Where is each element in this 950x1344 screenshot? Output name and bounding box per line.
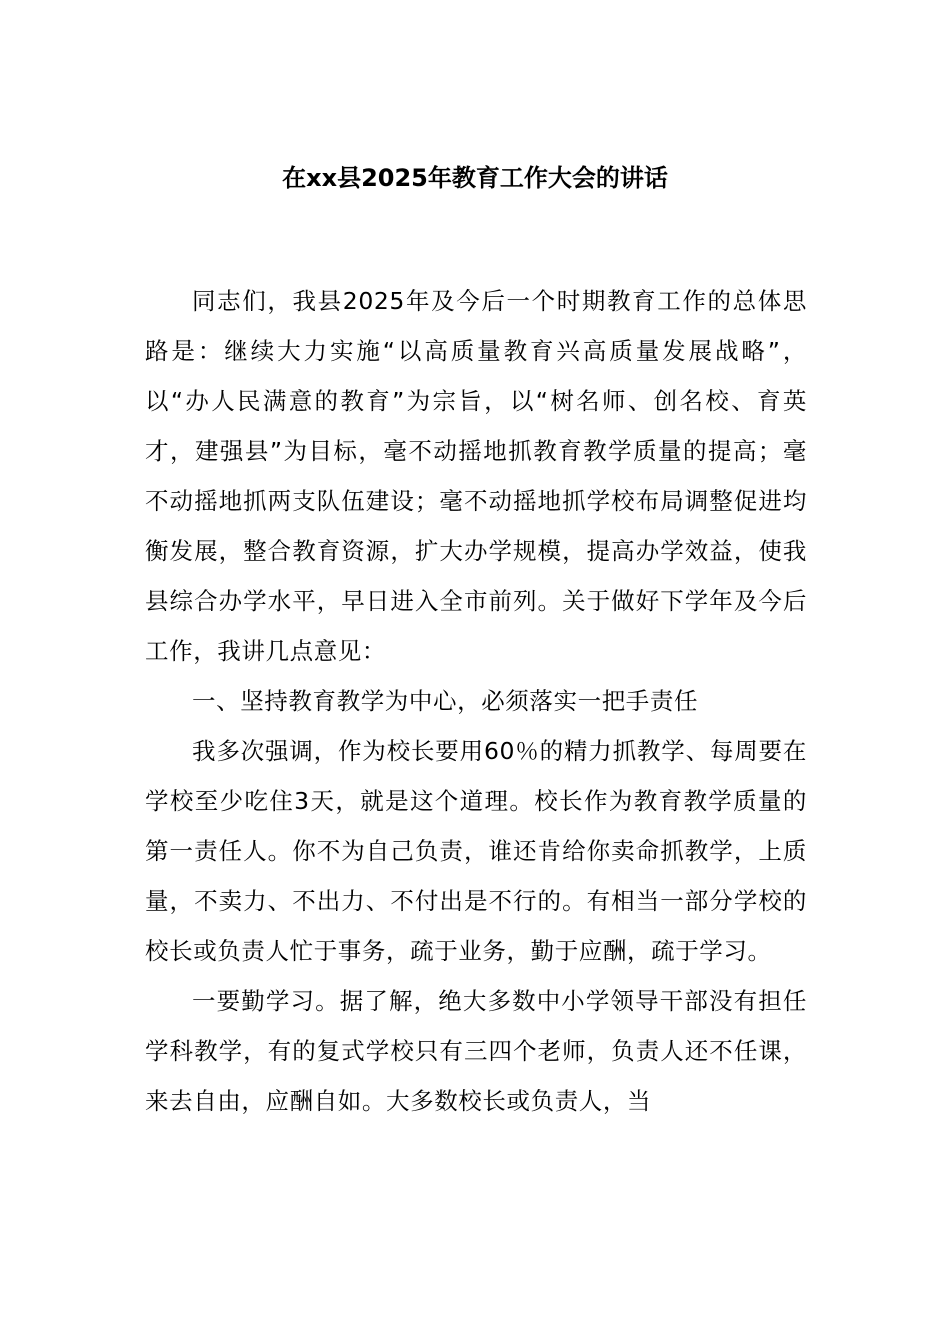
paragraph-principal-responsibility: 我多次强调，作为校长要用60％的精力抓教学、每周要在学校至少吃住3天，就是这个道理。校长作为教育教学质量的第一责任人。你不为自己负责，谁还肯给你卖命抓教学，上质量，不卖力、不出力、不付出是不行的。有相当一部分学校的校长或负责人忙于事务，疏于业务，勤于应酬，疏于学习。 (145, 737, 807, 965)
paragraph-intro: 同志们，我县2025年及今后一个时期教育工作的总体思路是：继续大力实施“以高质量教育兴高质量发展战略”，以“办人民满意的教育”为宗旨，以“树名师、创名校、育英才，建强县”为目标，毫不动摇地抓教育教学质量的提高；毫不动摇地抓两支队伍建设；毫不动摇地抓学校布局调整促进均衡发展，整合教育资源，扩大办学规模，提高办学效益，使我县综合办学水平，早日进入全市前列。关于做好下学年及今后工作，我讲几点意见： (145, 287, 807, 665)
paragraph-study-diligently: 一要勤学习。据了解，绝大多数中小学领导干部没有担任学科教学，有的复式学校只有三四个老师，负责人还不任课，来去自由，应酬自如。大多数校长或负责人，当 (145, 987, 807, 1115)
document-body (145, 276, 807, 1126)
document-title: 在xx县2025年教育工作大会的讲话 (282, 164, 668, 192)
section-heading-1: 一、坚持教育教学为中心，必须落实一把手责任 (192, 687, 699, 715)
